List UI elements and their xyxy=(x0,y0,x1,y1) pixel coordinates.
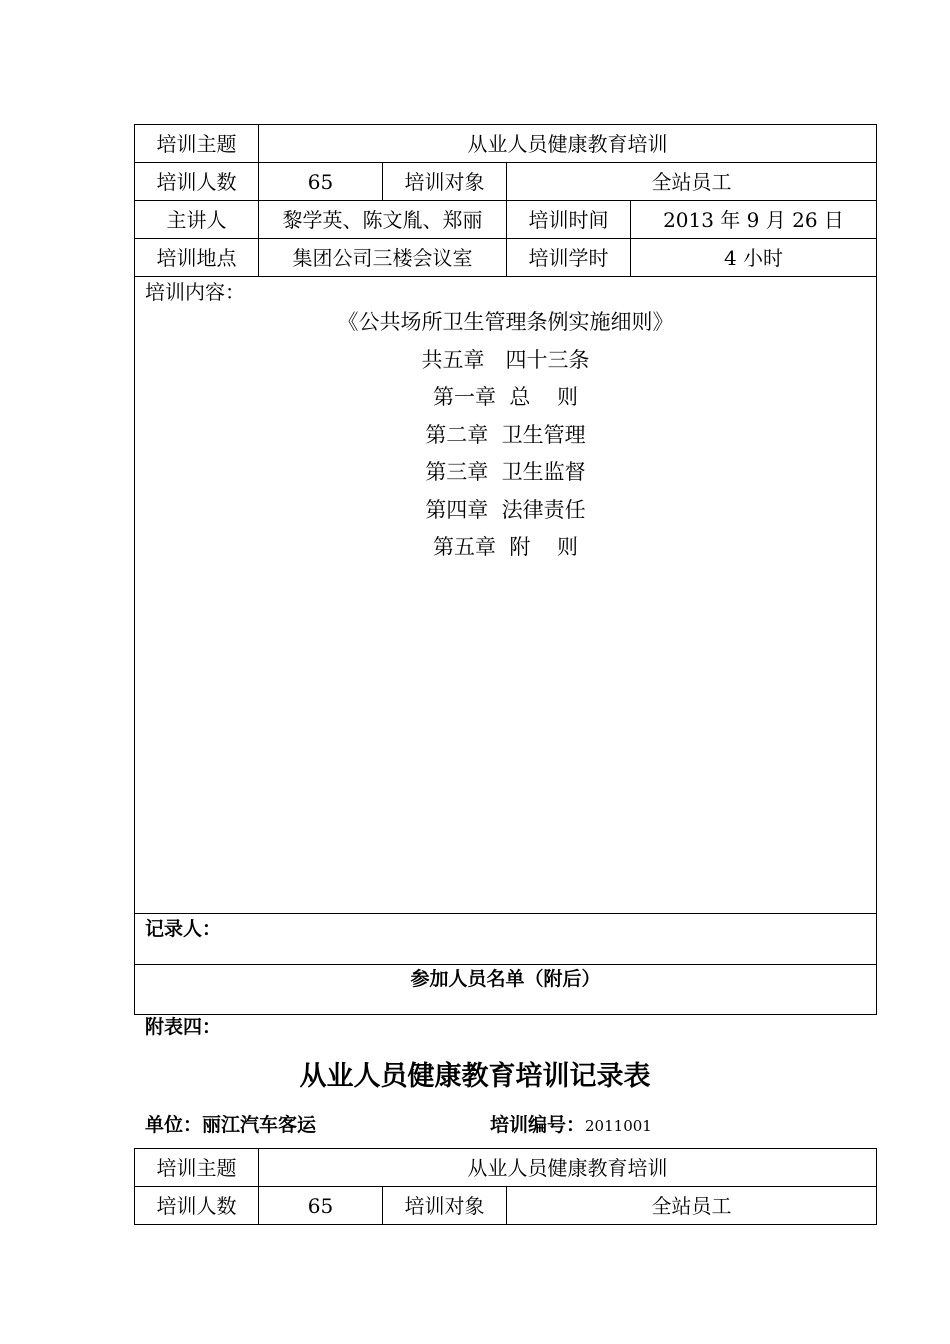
training-record-table-2 xyxy=(134,1148,877,1225)
place-value: 集团公司三楼会议室 xyxy=(259,239,507,277)
table-row xyxy=(135,277,877,914)
unit-text: 单位：丽江汽车客运 xyxy=(145,1114,317,1136)
target-value: 全站员工 xyxy=(507,163,877,201)
content-line: 第二章 卫生管理 xyxy=(425,422,586,447)
count-label: 培训人数 xyxy=(135,1187,259,1225)
time-label: 培训时间 xyxy=(507,201,631,239)
time-value: 2013 年 9 月 26 日 xyxy=(631,201,877,239)
table-row xyxy=(135,163,877,201)
topic-label: 培训主题 xyxy=(135,125,259,163)
target-value: 全站员工 xyxy=(507,1187,877,1225)
hours-value: 4 小时 xyxy=(631,239,877,277)
content-line: 第四章 法律责任 xyxy=(425,497,586,522)
target-label: 培训对象 xyxy=(383,163,507,201)
content-line: 第五章 附 则 xyxy=(432,535,579,559)
attendee-list-label: 参加人员名单（附后） xyxy=(135,965,877,1015)
target-label: 培训对象 xyxy=(383,1187,507,1225)
speaker-value: 黎学英、陈文胤、郑丽 xyxy=(259,201,507,239)
topic-value: 从业人员健康教育培训 xyxy=(259,125,877,163)
training-code-value: 2011001 xyxy=(585,1117,652,1135)
content-line: 《公共场所卫生管理条例实施细则》 xyxy=(337,310,674,334)
content-lines xyxy=(135,304,876,567)
training-code xyxy=(490,1110,652,1137)
content-line: 第三章 卫生监督 xyxy=(425,460,586,484)
count-value: 65 xyxy=(259,1187,383,1225)
table-row xyxy=(135,965,877,1015)
table-row xyxy=(135,914,877,965)
table-row xyxy=(135,201,877,239)
training-record-table xyxy=(134,124,877,1015)
table-row xyxy=(135,1149,877,1187)
speaker-label: 主讲人 xyxy=(135,201,259,239)
count-value: 65 xyxy=(259,163,383,201)
content-cell xyxy=(135,277,877,914)
content-line: 第一章 总 则 xyxy=(432,385,579,409)
recorder-label: 记录人： xyxy=(135,914,877,965)
content-line: 共五章 四十三条 xyxy=(421,347,590,372)
topic-value: 从业人员健康教育培训 xyxy=(259,1149,877,1187)
content-label: 培训内容： xyxy=(145,280,245,304)
table-row xyxy=(135,125,877,163)
count-label: 培训人数 xyxy=(135,163,259,201)
topic-label: 培训主题 xyxy=(135,1149,259,1187)
place-label: 培训地点 xyxy=(135,239,259,277)
hours-label: 培训学时 xyxy=(507,239,631,277)
document-title: 从业人员健康教育培训记录表 xyxy=(299,1061,651,1092)
table-row xyxy=(135,239,877,277)
table-row xyxy=(135,1187,877,1225)
training-code-label: 培训编号： xyxy=(490,1114,586,1136)
appendix-label: 附表四： xyxy=(145,1016,222,1038)
